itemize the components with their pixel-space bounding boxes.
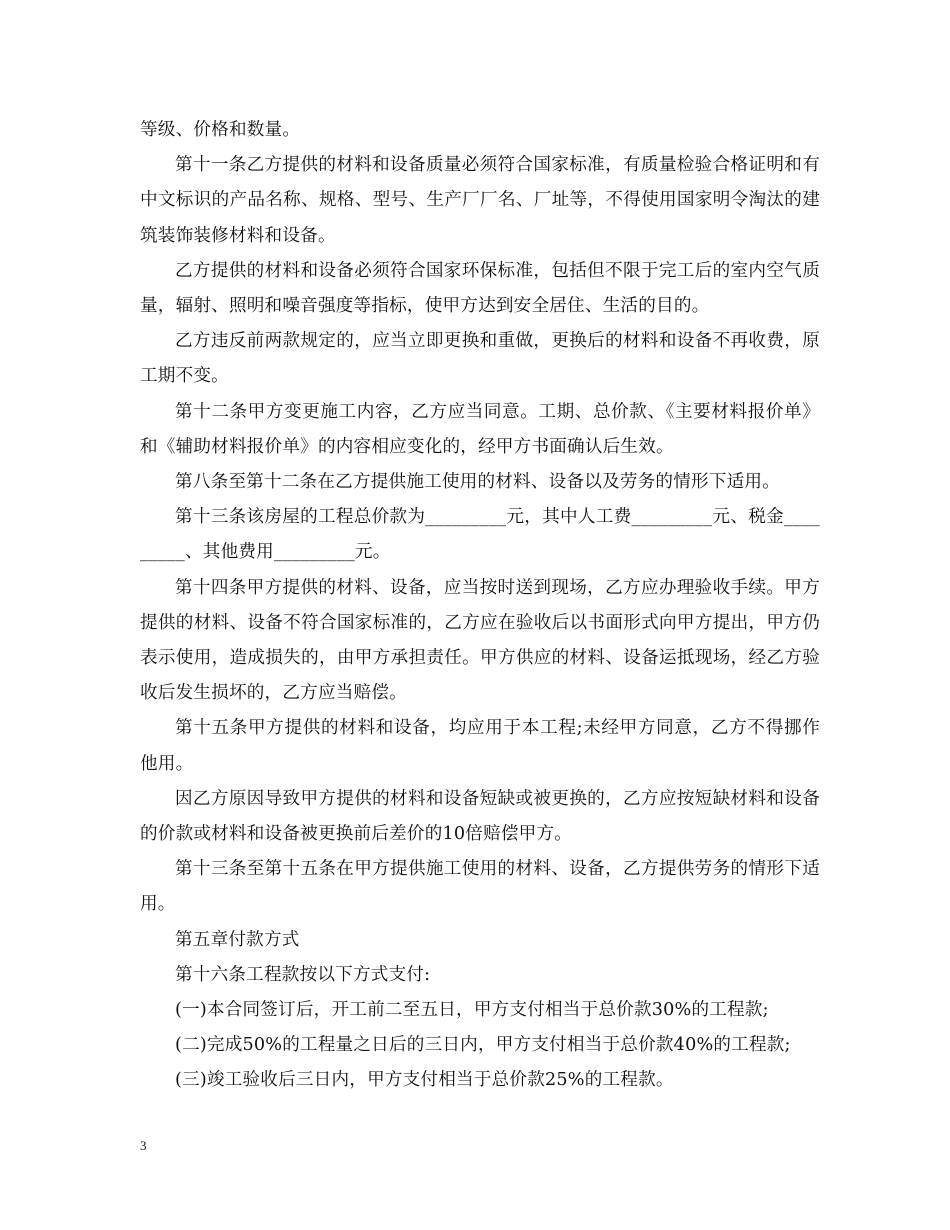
paragraph: 第十四条甲方提供的材料、设备，应当按时送到现场，乙方应办理验收手续。甲方提供的材料、设备不符合国家标准的，乙方应在验收后以书面形式向甲方提出，甲方仍表示使用，造成损失的，由甲方承担责任。甲方供应的材料、设备运抵现场，经乙方验收后发生损坏的，乙方应当赔偿。 (140, 577, 820, 704)
paragraph: 因乙方原因导致甲方提供的材料和设备短缺或被更换的，乙方应按短缺材料和设备的价款或材料和设备被更换前后差价的10倍赔偿甲方。 (140, 788, 820, 845)
list-item: (一)本合同签订后，开工前二至五日，甲方支付相当于总价款30%的工程款; (175, 1000, 769, 1021)
paragraph: 第十三条该房屋的工程总价款为_________元，其中人工费_________元、税金_________、其他费用_________元。 (140, 507, 820, 563)
list-item: (二)完成50%的工程量之日后的三日内，甲方支付相当于总价款40%的工程款; (175, 1035, 791, 1056)
paragraph: 第十五条甲方提供的材料和设备，均应用于本工程;未经甲方同意，乙方不得挪作他用。 (140, 718, 820, 774)
paragraph: 乙方提供的材料和设备必须符合国家环保标准，包括但不限于完工后的室内空气质量，辐射、照明和噪音强度等指标，使甲方达到安全居住、生活的目的。 (140, 260, 820, 317)
paragraph: 乙方违反前两款规定的，应当立即更换和重做，更换后的材料和设备不再收费，原工期不变。 (140, 331, 820, 387)
page-number: 3 (140, 1138, 147, 1153)
document-body (140, 113, 820, 1099)
paragraph: 第十六条工程款按以下方式支付: (175, 964, 431, 985)
chapter-heading: 第五章付款方式 (175, 929, 300, 950)
list-item: (三)竣工验收后三日内，甲方支付相当于总价款25%的工程款。 (175, 1070, 674, 1091)
paragraph: 等级、价格和数量。 (140, 120, 301, 140)
paragraph: 第八条至第十二条在乙方提供施工使用的材料、设备以及劳务的情形下适用。 (175, 472, 780, 493)
paragraph: 第十二条甲方变更施工内容，乙方应当同意。工期、总价款、《主要材料报价单》和《辅助材料报价单》的内容相应变化的，经甲方书面确认后生效。 (140, 401, 820, 457)
paragraph: 第十三条至第十五条在甲方提供施工使用的材料、设备，乙方提供劳务的情形下适用。 (140, 859, 820, 915)
paragraph: 第十一条乙方提供的材料和设备质量必须符合国家标准，有质量检验合格证明和有中文标识的产品名称、规格、型号、生产厂厂名、厂址等，不得使用国家明令淘汰的建筑装饰装修材料和设备。 (140, 155, 820, 246)
